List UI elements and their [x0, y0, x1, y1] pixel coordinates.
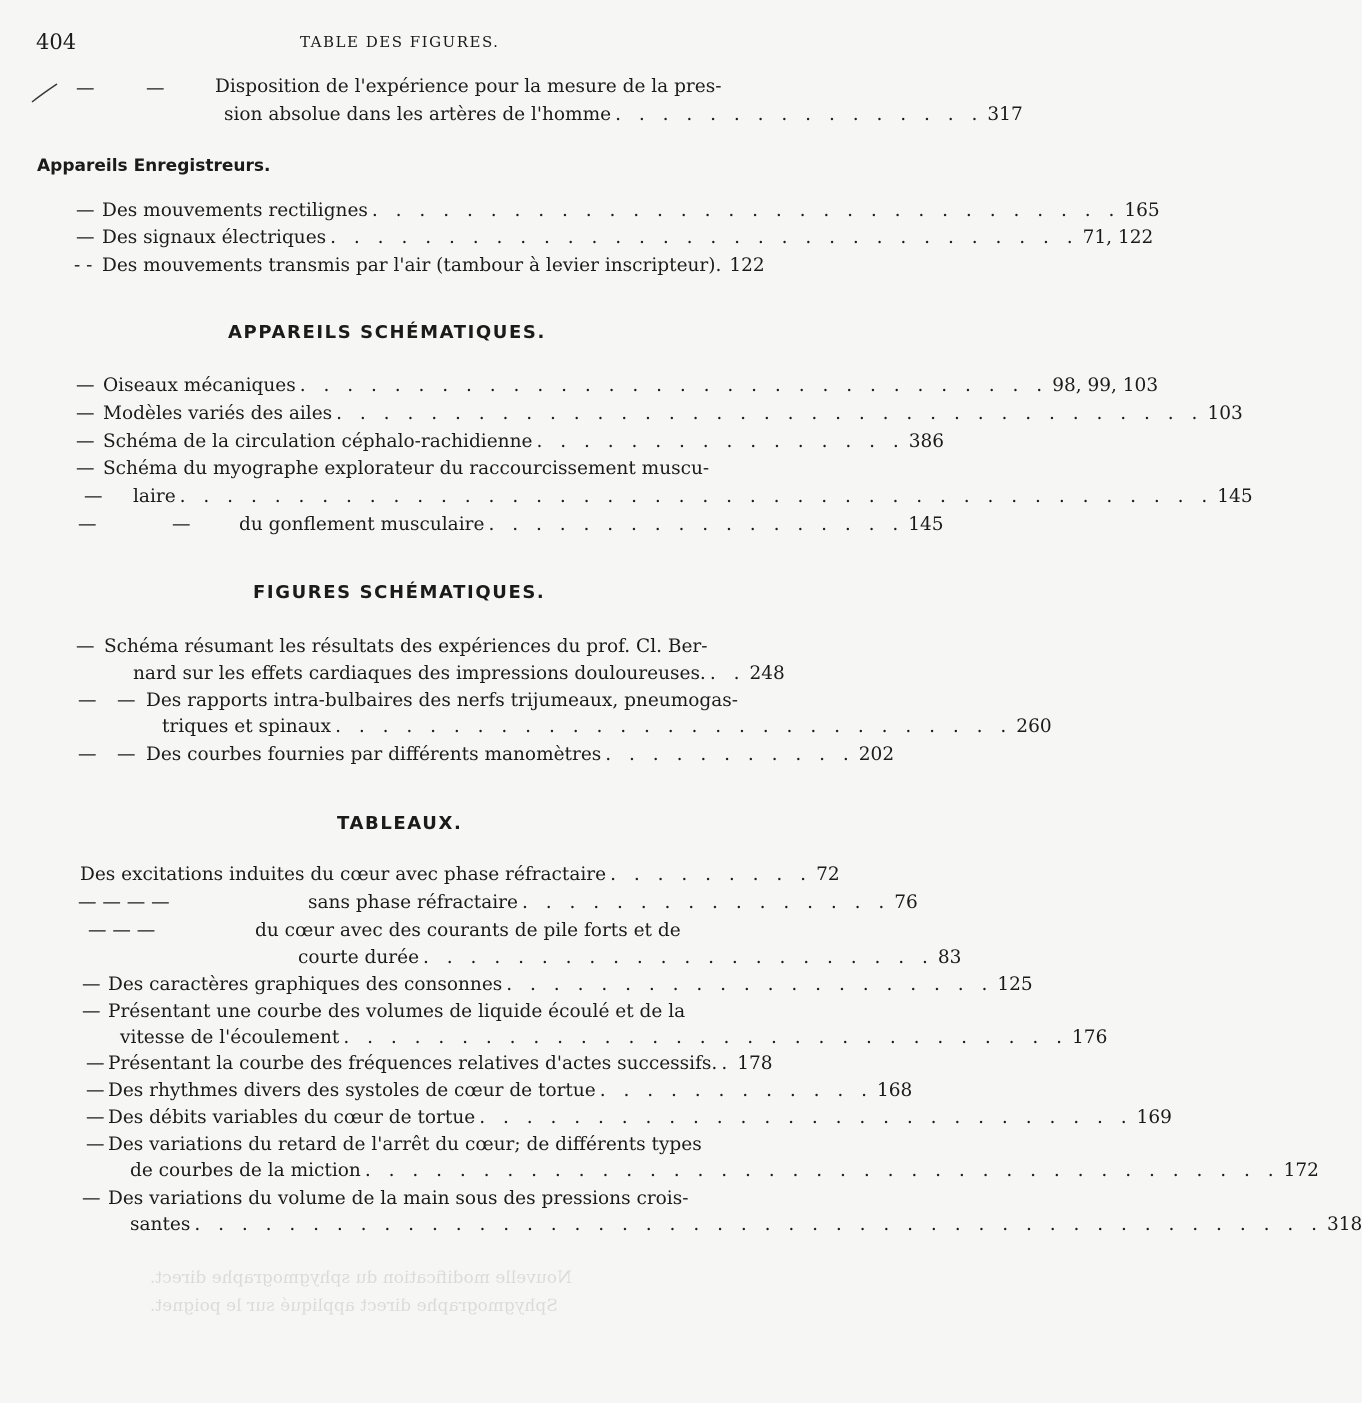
toc-entry: [239, 512, 944, 538]
entry-text: laire: [133, 486, 176, 507]
entry-text: Des variations du volume de la main sous des pressions crois-: [108, 1188, 689, 1209]
entry-text: du gonflement musculaire: [239, 514, 485, 535]
running-title: TABLE DES FIGURES.: [300, 33, 500, 51]
leader-dots: . . . . . . . . . . . . . . . . . .: [488, 514, 905, 535]
page-ref: 386: [908, 431, 945, 452]
dash: —: [76, 431, 95, 452]
dash: —: [76, 636, 95, 657]
leader-dots: . . . . . . . . . . . . . . . . . . . . .: [506, 974, 994, 995]
dash: —: [86, 1134, 105, 1155]
toc-entry: [133, 661, 785, 687]
leader-dots: . . . . . . . . . . . . . . . . . . . . . . . . . . . . . . . . . . . . . . . . . . . .: [179, 486, 1214, 507]
toc-entry: [108, 972, 1033, 998]
entry-text: sans phase réfractaire: [308, 892, 518, 913]
dash: - -: [74, 255, 93, 276]
leader-dots: . . . . . . . . . . . . . . . . . . . . . . . . . . . . . . . .: [299, 375, 1049, 396]
toc-entry: [162, 714, 1052, 740]
dash: — — —: [88, 920, 156, 941]
leader-dots: .: [721, 1053, 734, 1074]
entry-text: Des courbes fournies par différents manomètres: [146, 744, 602, 765]
entry-text: Disposition de l'expérience pour la mesure de la pres-: [215, 76, 722, 97]
dash: —: [86, 1080, 105, 1101]
toc-entry: [130, 1212, 1362, 1238]
entry-text: Des mouvements rectilignes: [102, 200, 368, 221]
page-ref: 248: [749, 663, 785, 684]
entry-text: Schéma résumant les résultats des expériences du prof. Cl. Ber-: [104, 636, 708, 657]
dash: —: [146, 78, 165, 99]
leader-dots: . . . . . . . . . . . . . . . . . . . . . . . . . . . . . . . . . . . . . . . . . . . . . . . .: [194, 1214, 1323, 1235]
entry-text: sion absolue dans les artères de l'homme: [224, 104, 612, 125]
entry-text: courte durée: [298, 947, 420, 968]
dash: —: [76, 78, 95, 99]
page-ref: 202: [858, 744, 895, 765]
entry-text: Schéma du myographe explorateur du raccourcissement muscu-: [103, 458, 710, 479]
leader-dots: . . . . . . . . . . . . . . . . . . . . . . . . . . . . . . . . . . . . . . .: [364, 1160, 1280, 1181]
page-ref: 83: [937, 947, 962, 968]
toc-entry: [102, 253, 765, 279]
section-heading: TABLEAUX.: [337, 813, 463, 834]
page-ref: 125: [997, 974, 1033, 995]
page-ref: 98, 99, 103: [1052, 375, 1159, 396]
page-ref: 103: [1207, 403, 1243, 424]
entry-text: Des mouvements transmis par l'air (tambour à levier inscripteur).: [102, 255, 722, 276]
page-ref: 165: [1124, 200, 1160, 221]
entry-text: Des rapports intra-bulbaires des nerfs trijumeaux, pneumogas-: [146, 690, 739, 711]
page-ref: 122: [729, 255, 765, 276]
leader-dots: . . . . . . . . . . . . . . . . . . . . . . . . . . . . . . .: [343, 1027, 1069, 1048]
toc-entry: [130, 1158, 1319, 1184]
dash: —: [86, 1053, 105, 1074]
leader-dots: . . . . . . . . .: [610, 864, 813, 885]
dash: —: [76, 227, 95, 248]
toc-entry: [80, 862, 840, 888]
page-ref: 178: [737, 1053, 773, 1074]
leader-dots: . . . . . . . . . . . . . . . .: [536, 431, 905, 452]
dash: — — — —: [78, 892, 170, 913]
leader-dots: . .: [709, 663, 746, 684]
entry-text: Des caractères graphiques des consonnes: [108, 974, 503, 995]
dash: —: [117, 690, 136, 711]
dash: —: [82, 974, 101, 995]
dash: —: [117, 744, 136, 765]
section-heading: FIGURES SCHÉMATIQUES.: [253, 582, 546, 603]
entry-text: Modèles variés des ailes: [103, 403, 333, 424]
leader-dots: . . . . . . . . . . .: [605, 744, 855, 765]
section-heading: APPAREILS SCHÉMATIQUES.: [228, 322, 546, 343]
bleed-through-text: Sphygmographe direct appliqué sur le poignet.: [150, 1296, 558, 1316]
entry-text: santes: [130, 1214, 191, 1235]
toc-entry: [102, 198, 1160, 224]
entry-text: Des excitations induites du cœur avec phase réfractaire: [80, 864, 607, 885]
entry-text: Des signaux électriques: [102, 227, 327, 248]
bleed-through-text: Nouvelle modification du sphygmographe direct.: [150, 1268, 572, 1288]
page-number: 404: [36, 30, 77, 54]
entry-text: Des débits variables du cœur de tortue: [108, 1107, 476, 1128]
dash: —: [78, 514, 97, 535]
dash: —: [86, 1107, 105, 1128]
toc-entry: [108, 1078, 913, 1104]
leader-dots: . . . . . . . . . . . . . . . . . . . . . .: [423, 947, 934, 968]
page-ref: 76: [894, 892, 918, 913]
page-ref: 169: [1136, 1107, 1172, 1128]
page-ref: 71, 122: [1082, 227, 1154, 248]
toc-entry: [108, 1051, 773, 1077]
leader-dots: . . . . . . . . . . . . . . . . . . . . . . . . . . . .: [479, 1107, 1133, 1128]
toc-entry: [108, 1105, 1172, 1131]
entry-text: Des rhythmes divers des systoles de cœur de tortue: [108, 1080, 596, 1101]
entry-text: Présentant la courbe des fréquences relatives d'actes successifs.: [108, 1053, 718, 1074]
leader-dots: . . . . . . . . . . . .: [599, 1080, 873, 1101]
dash: —: [78, 690, 97, 711]
leader-dots: . . . . . . . . . . . . . . . . . . . . . . . . . . . . .: [335, 716, 1013, 737]
toc-entry: [120, 1025, 1108, 1051]
page-ref: 72: [816, 864, 840, 885]
entry-text: Oiseaux mécaniques: [103, 375, 296, 396]
dash: —: [82, 1188, 101, 1209]
section-heading: Appareils Enregistreurs.: [37, 156, 271, 176]
entry-text: Des variations du retard de l'arrêt du cœur; de différents types: [108, 1134, 702, 1155]
dash: —: [78, 744, 97, 765]
page-ref: 317: [987, 104, 1023, 125]
page-ref: 145: [908, 514, 944, 535]
page-ref: 176: [1072, 1027, 1108, 1048]
toc-entry: [103, 373, 1159, 399]
entry-text: du cœur avec des courants de pile forts et de: [255, 920, 681, 941]
leader-dots: . . . . . . . . . . . . . . . . . . . . . . . . . . . . . . . . . . . . .: [336, 403, 1204, 424]
entry-text: vitesse de l'écoulement: [120, 1027, 340, 1048]
toc-entry: [146, 742, 895, 768]
page-ref: 172: [1283, 1160, 1319, 1181]
entry-text: triques et spinaux: [162, 716, 332, 737]
page-ref: 260: [1016, 716, 1052, 737]
leader-dots: . . . . . . . . . . . . . . . . . . . . . . . . . . . . . . . .: [330, 227, 1079, 248]
toc-entry: [133, 484, 1253, 510]
dash: —: [172, 514, 191, 535]
page-ref: 145: [1217, 486, 1253, 507]
entry-text: de courbes de la miction: [130, 1160, 361, 1181]
page-ref: 318: [1327, 1214, 1362, 1235]
entry-text: Présentant une courbe des volumes de liquide écoulé et de la: [108, 1001, 686, 1022]
pencil-mark-icon: [30, 82, 60, 104]
leader-dots: . . . . . . . . . . . . . . . .: [521, 892, 891, 913]
toc-entry: [103, 401, 1243, 427]
dash: —: [76, 375, 95, 396]
entry-text: nard sur les effets cardiaques des impressions douloureuses.: [133, 663, 706, 684]
toc-entry: [103, 429, 945, 455]
toc-entry: [308, 890, 918, 916]
dash: —: [76, 200, 95, 221]
dash: —: [76, 458, 95, 479]
page-ref: 168: [877, 1080, 913, 1101]
entry-text: Schéma de la circulation céphalo-rachidienne: [103, 431, 533, 452]
toc-entry: [224, 102, 1023, 128]
toc-entry: [102, 225, 1154, 251]
leader-dots: . . . . . . . . . . . . . . . . . . . . . . . . . . . . . . . .: [371, 200, 1121, 221]
leader-dots: . . . . . . . . . . . . . . . .: [615, 104, 984, 125]
dash: —: [82, 1001, 101, 1022]
dash: —: [84, 486, 103, 507]
dash: —: [76, 403, 95, 424]
toc-entry: [298, 945, 962, 971]
